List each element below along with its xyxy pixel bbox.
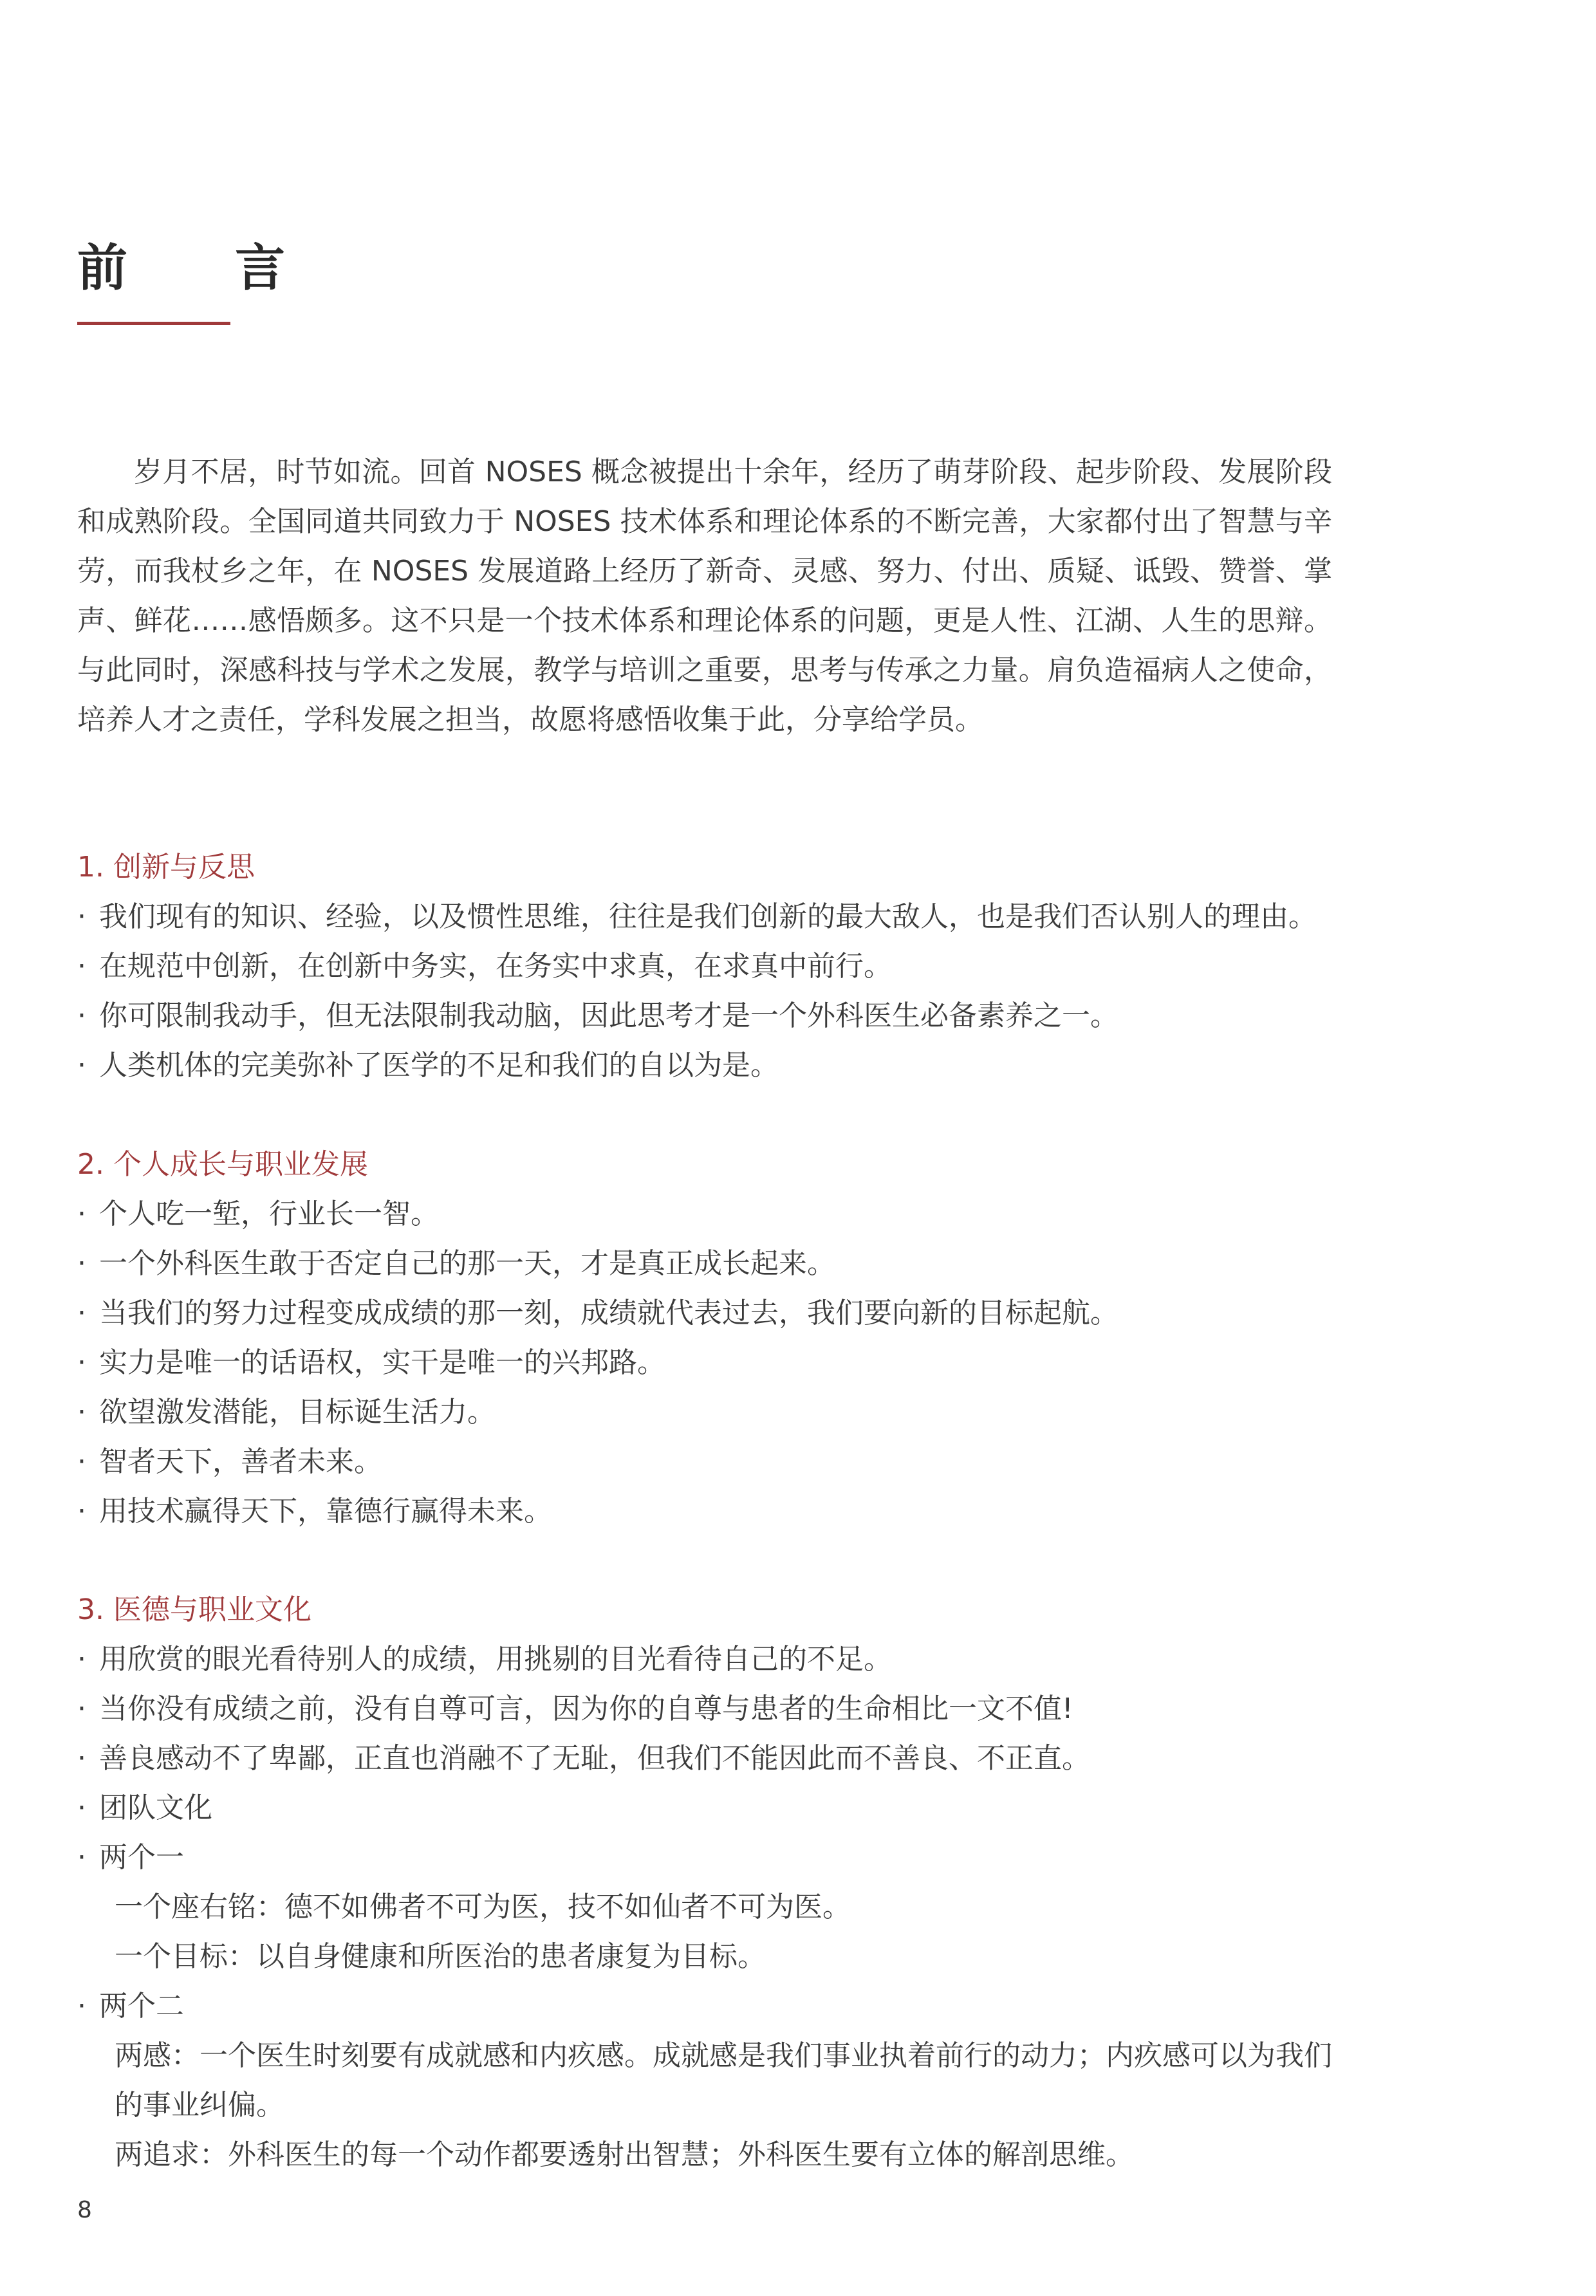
bullet: ·: [77, 1692, 86, 1725]
list-item-text: 你可限制我动手，但无法限制我动脑，因此思考才是一个外科医生必备素养之一。: [99, 999, 1118, 1032]
list-item-text: 实力是唯一的话语权，实干是唯一的兴邦路。: [99, 1346, 665, 1379]
list-item-text: 团队文化: [99, 1791, 212, 1824]
bullet: ·: [77, 1643, 86, 1676]
list-item: [77, 1338, 1364, 1387]
list-item-text: 当我们的努力过程变成成绩的那一刻，成绩就代表过去，我们要向新的目标起航。: [99, 1297, 1118, 1329]
list-item: [77, 1833, 1364, 1882]
intro-paragraph: 岁月不居，时节如流。回首 NOSES 概念被提出十余年，经历了萌芽阶段、起步阶段、发展阶段和成熟阶段。全国同道共同致力于 NOSES 技术体系和理论体系的不断完善，大家都付出了智慧与辛劳，而我杖乡之年，在 NOSES 发展道路上经历了新奇、灵感、努力、付出、质疑、诋毁、赞誉、掌声、鲜花……感悟颇多。这不只是一个技术体系和理论体系的问题，更是人性、江湖、人生的思辩。与此同时，深感科技与学术之发展，教学与培训之重要，思考与传承之力量。肩负造福病人之使命，培养人才之责任，学科发展之担当，故愿将感悟收集于此，分享给学员。: [77, 456, 1332, 736]
list-item: [77, 1288, 1364, 1338]
list-item-text: 当你没有成绩之前，没有自尊可言，因为你的自尊与患者的生命相比一文不值!: [99, 1692, 1073, 1725]
list-item: [77, 1486, 1364, 1536]
sub-item: 两感：一个医生时刻要有成就感和内疚感。成就感是我们事业执着前行的动力；内疚感可以为我们的事业纠偏。: [115, 2039, 1332, 2122]
list-item: [77, 1239, 1364, 1288]
section-heading: 2. 个人成长与职业发展: [77, 1148, 368, 1181]
sub-item: 两追求：外科医生的每一个动作都要透射出智慧；外科医生要有立体的解剖思维。: [115, 2138, 1134, 2171]
list-item-text: 两个一: [99, 1841, 184, 1874]
list-item: [77, 1981, 1364, 2031]
bullet: ·: [77, 1445, 86, 1478]
bullet: ·: [77, 1049, 86, 1082]
title-underline: [77, 322, 230, 325]
list-item: [77, 991, 1364, 1041]
list-item-text: 在规范中创新，在创新中务实，在务实中求真，在求真中前行。: [99, 950, 892, 983]
bullet: ·: [77, 1791, 86, 1824]
list-item: [77, 1783, 1364, 1833]
section-innovation: [77, 842, 1364, 1090]
bullet: ·: [77, 999, 86, 1032]
list-item: [77, 941, 1364, 991]
bullet: ·: [77, 1841, 86, 1874]
list-item-text: 我们现有的知识、经验，以及惯性思维，往往是我们创新的最大敌人，也是我们否认别人的理由。: [99, 900, 1317, 933]
list-item: [77, 1634, 1364, 1684]
list-item-text: 善良感动不了卑鄙，正直也消融不了无耻，但我们不能因此而不善良、不正直。: [99, 1742, 1090, 1775]
list-item-text: 欲望激发潜能，目标诞生活力。: [99, 1396, 496, 1429]
list-item-text: 用欣赏的眼光看待别人的成绩，用挑剔的目光看待自己的不足。: [99, 1643, 892, 1676]
list-item: [77, 1041, 1364, 1090]
list-item: [77, 1189, 1364, 1239]
bullet: ·: [77, 1396, 86, 1429]
bullet: ·: [77, 900, 86, 933]
sub-item: 一个座右铭：德不如佛者不可为医，技不如仙者不可为医。: [115, 1891, 851, 1923]
section-heading: 1. 创新与反思: [77, 851, 255, 884]
section-heading: 3. 医德与职业文化: [77, 1593, 311, 1626]
bullet: ·: [77, 1247, 86, 1280]
list-item: [77, 1684, 1364, 1734]
list-item: [77, 1387, 1364, 1437]
bullet: ·: [77, 1495, 86, 1528]
list-item-text: 人类机体的完美弥补了医学的不足和我们的自以为是。: [99, 1049, 779, 1082]
list-item: [77, 1437, 1364, 1486]
list-item-text: 两个二: [99, 1990, 184, 2023]
sub-item: 一个目标：以自身健康和所医治的患者康复为目标。: [115, 1940, 766, 1973]
bullet: ·: [77, 1346, 86, 1379]
list-item-text: 用技术赢得天下，靠德行赢得未来。: [99, 1495, 552, 1528]
list-item-text: 智者天下，善者未来。: [99, 1445, 382, 1478]
list-item: [77, 892, 1364, 941]
bullet: ·: [77, 950, 86, 983]
list-item-text: 个人吃一堑，行业长一智。: [99, 1198, 439, 1230]
bullet: ·: [77, 1198, 86, 1230]
bullet: ·: [77, 1742, 86, 1775]
page-title: 前 言: [77, 239, 331, 297]
bullet: ·: [77, 1297, 86, 1329]
list-item-text: 一个外科医生敢于否定自己的那一天，才是真正成长起来。: [99, 1247, 835, 1280]
list-item: [77, 1734, 1364, 1783]
page-number: 8: [77, 2197, 92, 2223]
bullet: ·: [77, 1990, 86, 2023]
section-growth: [77, 1140, 1364, 1536]
section-ethics: [77, 1585, 1364, 2180]
